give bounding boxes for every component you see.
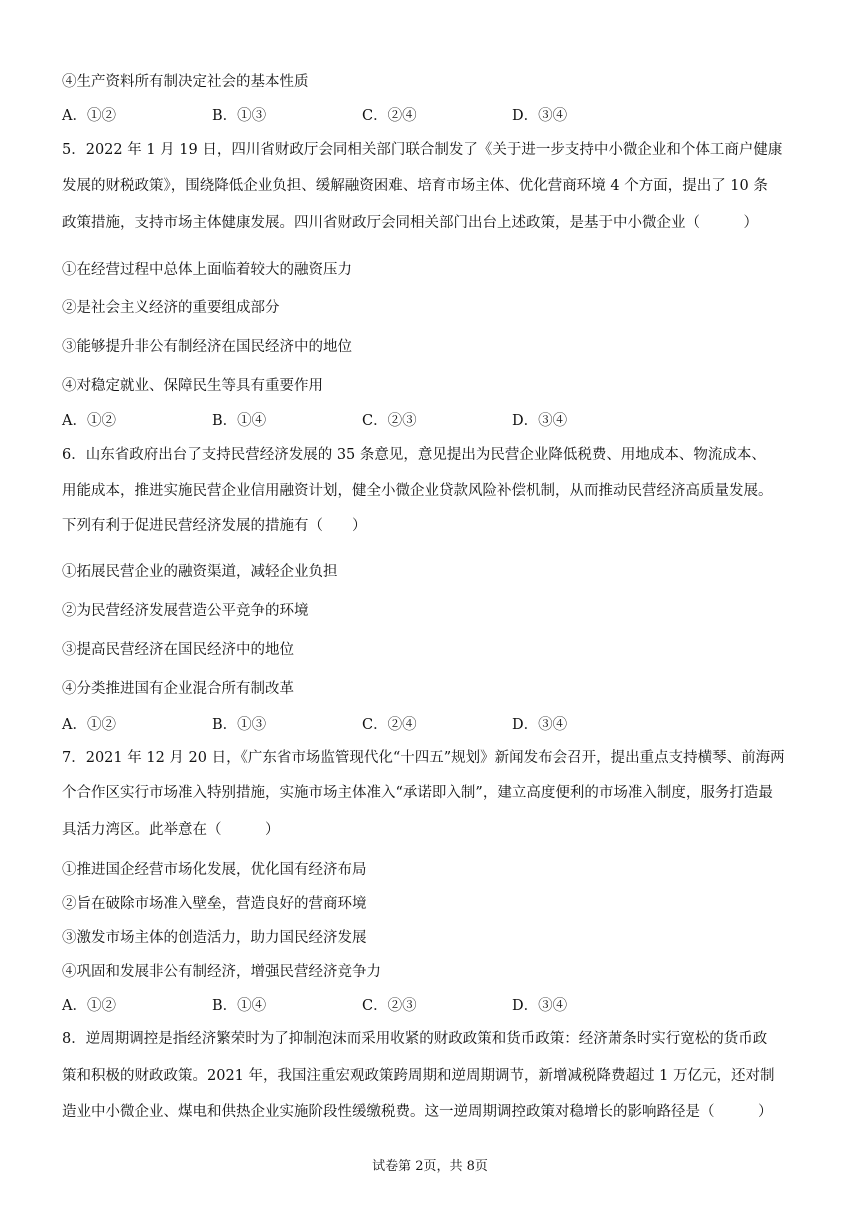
q4-options xyxy=(62,106,762,126)
q6-item-1: ①拓展民营企业的融资渠道，减轻企业负担 xyxy=(62,564,338,580)
q6-stem-line-1: 6．山东省政府出台了支持民营经济发展的 35 条意见，意见提出为民营企业降低税费、用地成本、物流成本、 xyxy=(62,447,766,463)
q7-option-a[interactable]: A．①② xyxy=(62,998,116,1014)
q6-option-a[interactable]: A．①② xyxy=(62,717,116,733)
q5-item-3: ③能够提升非公有制经济在国民经济中的地位 xyxy=(62,339,352,355)
q7-item-2: ②旨在破除市场准入壁垒，营造良好的营商环境 xyxy=(62,896,367,912)
q4-option-a[interactable]: A．①② xyxy=(62,108,116,124)
q7-stem-line-1: 7．2021 年 12 月 20 日，《广东省市场监管现代化“十四五”规划》新闻发布会召开，提出重点支持横琴、前海两 xyxy=(62,750,785,766)
q4-option-d[interactable]: D．③④ xyxy=(512,108,568,124)
q7-option-b[interactable]: B．①④ xyxy=(212,998,267,1014)
q5-stem-line-3: 政策措施，支持市场主体健康发展。四川省财政厅会同相关部门出台上述政策，是基于中小微企业（ ） xyxy=(62,215,758,231)
q6-stem-line-3: 下列有利于促进民营经济发展的措施有（ ） xyxy=(62,518,367,534)
q5-stem-line-2: 发展的财税政策》，围绕降低企业负担、缓解融资困难、培育市场主体、优化营商环境 4 个方面，提出了 10 条 xyxy=(62,178,768,194)
q6-option-c[interactable]: C．②④ xyxy=(362,717,417,733)
q5-option-a[interactable]: A．①② xyxy=(62,413,116,429)
q5-item-1: ①在经营过程中总体上面临着较大的融资压力 xyxy=(62,262,352,278)
q5-option-b[interactable]: B．①④ xyxy=(212,413,267,429)
q8-stem-line-3: 造业中小微企业、煤电和供热企业实施阶段性缓缴税费。这一逆周期调控政策对稳增长的影响路径是（ ） xyxy=(62,1104,773,1120)
q4-option-b[interactable]: B．①③ xyxy=(212,108,267,124)
q7-stem-line-3: 具活力湾区。此举意在（ ） xyxy=(62,822,280,838)
q6-stem-line-2: 用能成本，推进实施民营企业信用融资计划，健全小微企业贷款风险补偿机制，从而推动民营经济高质量发展。 xyxy=(62,483,773,499)
q6-item-3: ③提高民营经济在国民经济中的地位 xyxy=(62,642,294,658)
q5-stem-line-1: 5．2022 年 1 月 19 日，四川省财政厅会同相关部门联合制发了《关于进一步支持中小微企业和个体工商户健康 xyxy=(62,142,783,158)
q7-item-3: ③激发市场主体的创造活力，助力国民经济发展 xyxy=(62,930,367,946)
q4-option-c[interactable]: C．②④ xyxy=(362,108,417,124)
q6-item-4: ④分类推进国有企业混合所有制改革 xyxy=(62,681,294,697)
q5-item-2: ②是社会主义经济的重要组成部分 xyxy=(62,300,280,316)
q7-option-d[interactable]: D．③④ xyxy=(512,998,568,1014)
q7-option-c[interactable]: C．②③ xyxy=(362,998,417,1014)
page-footer: 试卷第 2页，共 8页 xyxy=(372,1159,488,1174)
q8-stem-line-2: 策和积极的财政政策。2021 年，我国注重宏观政策跨周期和逆周期调节，新增减税降费超过 1 万亿元，还对制 xyxy=(62,1068,775,1084)
q8-stem-line-1: 8．逆周期调控是指经济繁荣时为了抑制泡沫而采用收紧的财政政策和货币政策：经济萧条时实行宽松的货币政 xyxy=(62,1031,768,1047)
q7-options xyxy=(62,996,762,1016)
q7-item-1: ①推进国企经营市场化发展，优化国有经济布局 xyxy=(62,862,367,878)
q7-stem-line-2: 个合作区实行市场准入特别措施，实施市场主体准入“承诺即入制”，建立高度便利的市场准入制度，服务打造最 xyxy=(62,785,773,801)
q6-options xyxy=(62,715,762,735)
q7-item-4: ④巩固和发展非公有制经济，增强民营经济竞争力 xyxy=(62,964,381,980)
q5-options xyxy=(62,411,762,431)
q5-item-4: ④对稳定就业、保障民生等具有重要作用 xyxy=(62,378,323,394)
q6-option-b[interactable]: B．①③ xyxy=(212,717,267,733)
q5-option-c[interactable]: C．②③ xyxy=(362,413,417,429)
q6-option-d[interactable]: D．③④ xyxy=(512,717,568,733)
q4-item-4: ④生产资料所有制决定社会的基本性质 xyxy=(62,74,309,90)
q6-item-2: ②为民营经济发展营造公平竞争的环境 xyxy=(62,603,309,619)
q5-option-d[interactable]: D．③④ xyxy=(512,413,568,429)
